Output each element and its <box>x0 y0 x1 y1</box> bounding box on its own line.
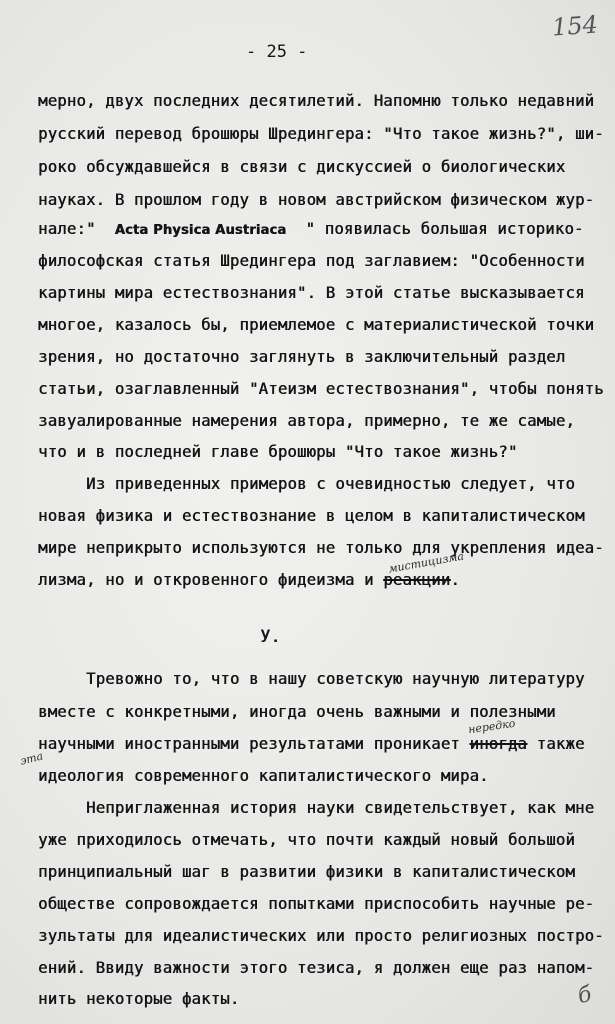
text-line: принципиальный шаг в развитии физики в капиталистическом <box>38 863 575 881</box>
text-line: Тревожно то, что в нашу советскую научную литературу <box>86 670 585 688</box>
text-line: зультаты для идеалистических или просто религиозных постро- <box>38 927 604 945</box>
text-line: что и в последней главе брошюры "Что такое жизнь?" <box>38 443 518 461</box>
text-line <box>38 220 584 240</box>
section-heading: У. <box>260 627 281 647</box>
text-line: Неприглаженная история науки свидетельствует, как мне <box>86 799 595 817</box>
text-line: статьи, озаглавленный "Атеизм естествознания", чтобы понять <box>38 380 604 398</box>
text-fragment: " появилась большая историко- <box>305 220 584 238</box>
text-line: вместе с конкретными, иногда очень важными и полезными <box>38 703 556 721</box>
text-line: многое, казалось бы, приемлемое с материалистической точки <box>38 316 595 334</box>
text-line <box>38 735 585 753</box>
text-line: завуалированные намерения автора, примерно, те же самые, <box>38 412 575 430</box>
text-line: картины мира естествознания". В этой статье высказывается <box>38 284 585 302</box>
struck-word: иногда <box>469 735 528 753</box>
text-line: обществе сопровождается попытками приспособить научные ре- <box>38 895 595 913</box>
text-fragment: лизма, но и откровенного фидеизма и <box>38 571 384 589</box>
page-number: - 25 - <box>246 42 308 62</box>
text-fragment: научными иностранными результатами проникает <box>38 735 470 753</box>
text-line: нить некоторые факты. <box>38 990 240 1008</box>
text-line: новая физика и естествознание в целом в капиталистическом <box>38 507 585 525</box>
text-line: Из приведенных примеров с очевидностью следует, что <box>86 475 575 493</box>
text-line: зрения, но достаточно заглянуть в заключительный раздел <box>38 348 566 366</box>
archive-page-number: 154 <box>551 10 599 42</box>
text-line: русский перевод брошюры Шредингера: "Что такое жизнь?", ши- <box>38 125 604 143</box>
text-line: идеология современного капиталистического мира. <box>38 767 489 785</box>
handwritten-insertion: мистицизма <box>387 549 465 576</box>
text-line: мире неприкрыто используются не только для укрепления идеа- <box>38 539 604 557</box>
text-line: уже приходилось отмечать, что почти каждый новый большой <box>38 831 575 849</box>
text-fragment: . <box>450 571 460 589</box>
text-line: мерно, двух последних десятилетий. Напомню только недавний <box>38 92 595 110</box>
handwritten-margin-mark: б <box>575 981 594 1010</box>
handwritten-insertion: нередко <box>467 716 517 737</box>
text-fragment: нале:" <box>38 220 96 238</box>
text-line: роко обсуждавшейся в связи с дискуссией о биологических <box>38 158 566 176</box>
text-line: философская статья Шредингера под заглавием: "Особенности <box>38 252 585 270</box>
text-fragment: также <box>527 735 585 753</box>
text-line: ений. Ввиду важности этого тезиса, я должен еще раз напом- <box>38 959 595 977</box>
struck-word: реакции <box>383 571 451 589</box>
handwritten-insertion: эта <box>18 749 45 768</box>
journal-name: Acta Physica Austriaca <box>114 223 287 238</box>
text-line: науках. В прошлом году в новом австрийском физическом жур- <box>38 191 595 209</box>
